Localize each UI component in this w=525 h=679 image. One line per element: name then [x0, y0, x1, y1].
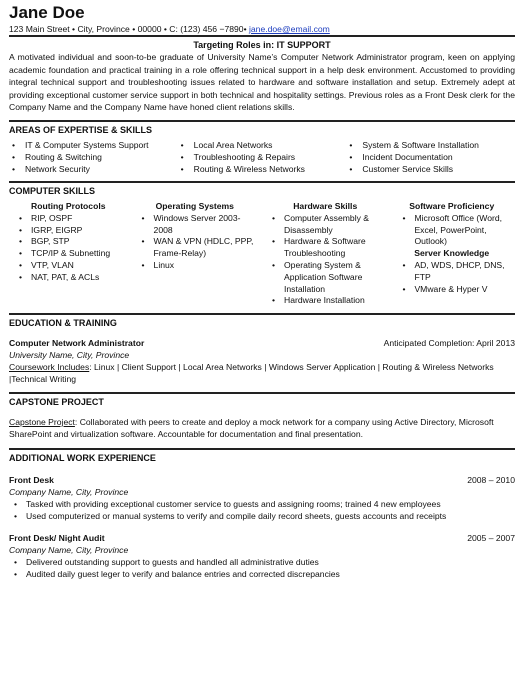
section-title-expertise: AREAS OF EXPERTISE & SKILLS: [9, 124, 153, 135]
software-proficiency-heading: Software Proficiency: [409, 200, 495, 211]
education-row: [9, 337, 515, 349]
section-title-education: EDUCATION & TRAINING: [9, 318, 117, 329]
job-company: Company Name, City, Province: [9, 545, 129, 556]
job-dates: 2008 – 2010: [467, 475, 515, 486]
expertise-item: • Network Security: [9, 163, 178, 175]
skill-item: • AD, WDS, DHCP, DNS, FTP: [392, 260, 511, 284]
email-link[interactable]: jane.doe@email.com: [248, 24, 330, 34]
job-bullet: • Delivered outstanding support to guests and handled all administrative duties: [9, 556, 515, 568]
skill-item: • IGRP, EIGRP: [9, 225, 128, 237]
skill-item: • Computer Assembly & Disassembly: [262, 213, 388, 237]
job-bullet: • Audited daily guest leger to verify and balance entries and corrected discrepancies: [9, 568, 515, 580]
school-name: University Name, City, Province: [9, 350, 130, 361]
section-rule: [9, 392, 515, 394]
capstone-text: : Collaborated with peers to create and deploy a mock network for a company using Active Directory, Microsoft SharePoint and virtualization software. Accountable for documentation and final presentation.: [9, 417, 494, 440]
expertise-item: • Routing & Wireless Networks: [178, 163, 347, 175]
summary-paragraph: A motivated individual and soon-to-be graduate of University Name’s Computer Network Administrator program, keen on applying academic foundation and practical training in a role offering technical support in a help desk environment. Accustomed to providing integral technical support and troubleshooting issues related to hardware and software installation and setup. Extremely adept at providing exceptional customer service support in both technical and hospitality settings. Previous roles as a Front Desk clerk for the Company Name and the Company Name have honed client relations skills.: [9, 52, 515, 113]
software-column: [392, 201, 515, 307]
section-title-experience: ADDITIONAL WORK EXPERIENCE: [9, 453, 156, 464]
capstone-label: Capstone Project: [9, 417, 75, 428]
job-header: [9, 532, 515, 544]
expertise-item: • Customer Service Skills: [346, 163, 515, 175]
computer-skills-grid: [9, 201, 515, 307]
skill-item: • Hardware & Software Troubleshooting: [262, 236, 388, 260]
expertise-item: • Incident Documentation: [346, 151, 515, 163]
coursework-text: : Linux | Client Support | Local Area Networks | Windows Server Application | Routing & Wireless Networks |Technical Writing: [9, 362, 494, 385]
skill-item: • VTP, VLAN: [9, 260, 128, 272]
skill-item: • TCP/IP & Subnetting: [9, 248, 128, 260]
skill-item: • Windows Server 2003-2008: [132, 213, 258, 237]
expertise-item: • System & Software Installation: [346, 139, 515, 151]
expertise-column: [346, 139, 515, 175]
section-title-capstone: CAPSTONE PROJECT: [9, 397, 104, 408]
job-company: Company Name, City, Province: [9, 487, 129, 498]
routing-protocols-column: [9, 201, 132, 307]
resume-page: [9, 0, 515, 580]
expertise-column: [178, 139, 347, 175]
section-title-computer-skills: COMPUTER SKILLS: [9, 185, 96, 196]
expertise-item: • Routing & Switching: [9, 151, 178, 163]
hardware-skills-column: [262, 201, 392, 307]
section-rule: [9, 181, 515, 183]
header-rule: [9, 35, 515, 37]
expertise-grid: [9, 139, 515, 175]
job-header: [9, 474, 515, 486]
skill-item: • WAN & VPN (HDLC, PPP, Frame-Relay): [132, 236, 258, 260]
skill-item: • VMware & Hyper V: [392, 284, 511, 296]
candidate-name: Jane Doe: [9, 3, 85, 22]
job-bullet: • Tasked with providing exceptional customer service to guests and assigning rooms; trained 4 new employees: [9, 498, 515, 510]
degree-name: Computer Network Administrator: [9, 338, 145, 349]
contact-line: [9, 23, 515, 35]
operating-systems-column: [132, 201, 262, 307]
section-rule: [9, 448, 515, 450]
skill-item: • RIP, OSPF: [9, 213, 128, 225]
skill-item: • Linux: [132, 260, 258, 272]
server-knowledge-heading: Server Knowledge: [414, 248, 490, 259]
skill-item: • NAT, PAT, & ACLs: [9, 272, 128, 284]
section-rule: [9, 313, 515, 315]
expertise-item: • IT & Computer Systems Support: [9, 139, 178, 151]
operating-systems-heading: Operating Systems: [155, 200, 234, 211]
section-rule: [9, 120, 515, 122]
contact-text: 123 Main Street • City, Province • 00000 • C: (123) 456 −7890•: [9, 24, 247, 34]
job-role: Front Desk: [9, 475, 54, 486]
target-role: Targeting Roles in: IT SUPPORT: [193, 40, 331, 50]
skill-item: • Microsoft Office (Word, Excel, PowerPoint, Outlook): [392, 213, 511, 248]
job-bullet: • Used computerized or manual systems to verify and compile daily record sheets, guests accounts and receipts: [9, 510, 515, 522]
routing-protocols-heading: Routing Protocols: [31, 200, 106, 211]
coursework-label: Coursework Includes: [9, 362, 90, 373]
expertise-column: [9, 139, 178, 175]
hardware-skills-heading: Hardware Skills: [293, 200, 358, 211]
skill-item: • BGP, STP: [9, 236, 128, 248]
coursework: [9, 361, 515, 385]
expertise-item: • Local Area Networks: [178, 139, 347, 151]
job-dates: 2005 – 2007: [467, 533, 515, 544]
skill-item: • Hardware Installation: [262, 295, 388, 307]
capstone-description: [9, 416, 515, 440]
job-role: Front Desk/ Night Audit: [9, 533, 105, 544]
expertise-item: • Troubleshooting & Repairs: [178, 151, 347, 163]
job-entry: [9, 474, 515, 522]
completion-date: Anticipated Completion: April 2013: [383, 338, 515, 349]
skill-item: • Operating System & Application Software Installation: [262, 260, 388, 295]
job-entry: [9, 532, 515, 580]
